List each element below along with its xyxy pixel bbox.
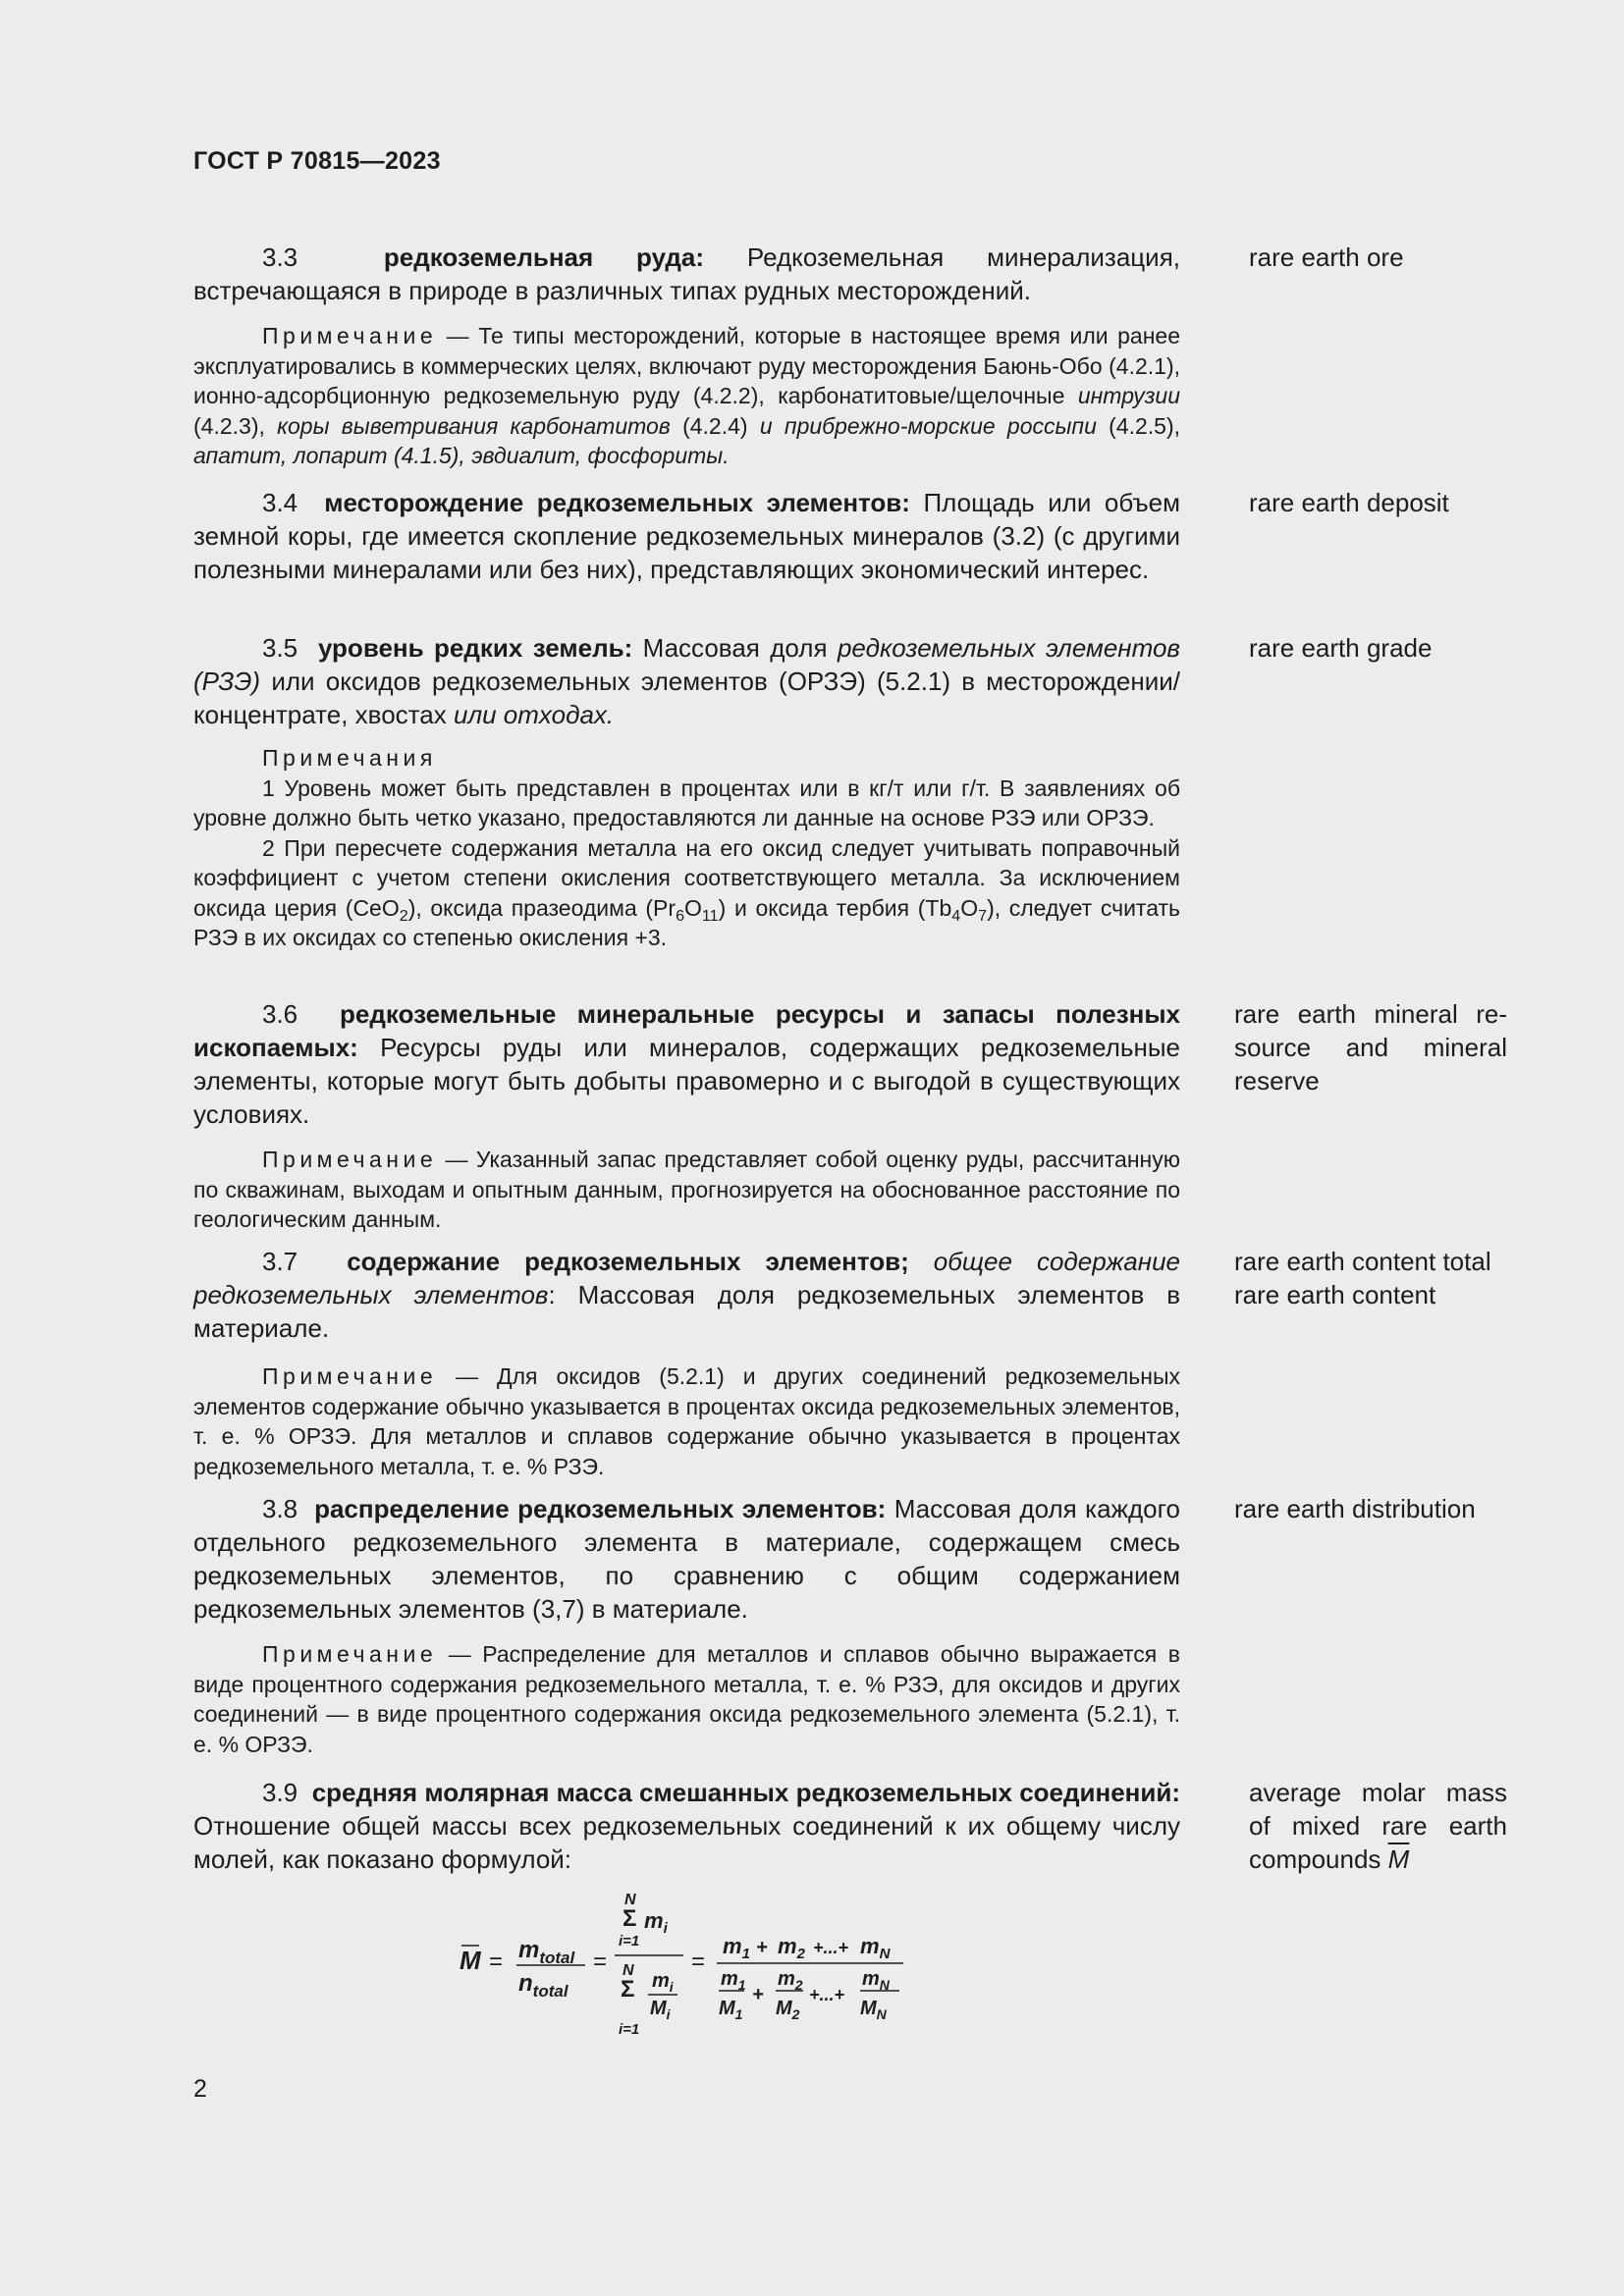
term-title: месторождение редкоземельных элементов: [324,488,910,517]
svg-text:N: N [624,1892,636,1908]
term-3-9: 3.9 средняя молярная масса смешанных редкоземельных соединений: Отношение общей массы всех редкоземельных соединений к их общему числу молей, как показано формулой: [193,1778,1180,1874]
svg-text:mtotal: $m_{total}$ [518,1937,575,1967]
term-en-3-9: average molar mass of mixed rare earth compounds $\overline{M}$ [1249,1778,1507,1874]
term-en-3-3: rare earth ore [1249,242,1404,272]
term-en-3-8: rare earth distribution [1234,1494,1476,1523]
svg-text:MN: $M_N$ [860,1998,887,2022]
formula-M: M [460,1946,481,1975]
svg-text:Mi: $M_i$ [650,1998,671,2022]
term-3-4: 3.4 месторождение редкоземельных элементов: Площадь или объем земной коры, где имеется скопление редкоземельных минералов (3.2) (с другими полезными минералами или без них), представляющих экономический интерес. [193,488,1181,584]
document-header: ГОСТ Р 70815—2023 [193,147,441,175]
svg-text:mi: $m_i$ [644,1908,668,1937]
svg-text:m2: $m_2$ [778,1968,803,1993]
svg-text:m1: $m_1$ [721,1968,746,1993]
term-en-3-6: rare earth mineral re- source and mineral reserve [1234,999,1507,1095]
term-title: содержание редкоземельных элементов; [347,1247,909,1276]
note-3-5: Примечания 1 Уровень может быть представлен в процентах или в кг/т или г/т. В заявлениях об уровне должно быть четко указано, предоставляются ли данные на основе РЗЭ или ОРЗЭ. 2 При пересчете содержания металла на его оксид следует учитывать поправочный коэффициент с учетом степени окисления соответствующего металла. За исключением оксида церия (CeO$_2$), оксида празеодима $(Pr_6O_{11})$ и оксида тербия $(Tb_4O_7)$, следует считать РЗЭ в их оксидах со степенью окисления +3. [193,745,1181,950]
term-title: редкоземельная руда: [383,242,705,272]
svg-text:m1: $m_1$ [723,1934,750,1962]
note-3-7: Примечание — Для оксидов (5.2.1) и других соединений редкоземельных элементов содержание обычно указывается в процентах оксида редкоземельных элементов, т. е. % ОРЗЭ. Для металлов и сплавов содержание обычно указывается в процентах редкоземельного металла, т. е. % РЗЭ. [193,1363,1180,1479]
svg-text:Σ: Σ [623,1905,637,1932]
molar-mass-symbol: $\overline{M}$ [1387,1844,1410,1874]
svg-text:i=1: i=1 [619,2021,640,2038]
term-title: средняя молярная масса смешанных редкоземельных соединений: [311,1778,1180,1807]
svg-text:+...+: +...+ [809,1985,845,2004]
svg-text:M1: $M_1$ [719,1998,743,2022]
svg-text:=: = [489,1949,504,1975]
note-3-8: Примечание — Распределение для металлов и сплавов обычно выражается в виде процентного содержания редкоземельного металла, т. е. % РЗЭ, для оксидов и других соединений — в виде процентного содержания оксида редкоземельного элемента (5.2.1), т. е. % ОРЗЭ. [193,1641,1180,1757]
svg-text:=: = [691,1949,706,1975]
svg-text:Σ: Σ [621,1976,635,2002]
term-en-3-7: rare earth content total rare earth content [1234,1247,1491,1309]
svg-text:N: N [623,1962,634,1979]
term-en-3-5: rare earth grade [1249,633,1433,663]
note-3-6: Примечание — Указанный запас представляет собой оценку руды, рассчитанную по скважинам, выходам и опытным данным, прогнозируется на обоснованное расстояние по геологическим данным. [193,1147,1181,1232]
term-en-3-4: rare earth deposit [1249,488,1449,517]
svg-text:mN: $m_N$ [862,1968,890,1993]
term-title: распределение редкоземельных элементов: [314,1494,887,1523]
term-3-6: 3.6 редкоземельные минеральные ресурсы и запасы полезных ископаемых: Ресурсы руды или минералов, содержащих редкоземельные элементы, которые могут быть добыты правомерно и с выгодой в существующих условиях. [193,999,1180,1129]
svg-text:+: + [752,1984,764,2005]
term-title: редкоземельные минеральные ресурсы и запасы полезных ископаемых: [193,999,1180,1062]
molar-mass-formula [393,1885,982,2042]
term-title: уровень редких земель: [317,633,633,663]
term-3-7: 3.7 содержание редкоземельных элементов; общее содержание редкоземельных элементов: Массовая доля редкоземельных элементов в материале. [193,1247,1181,1343]
term-3-3: 3.3 редкоземельная руда: Редкоземельная минерализация, встречающаяся в природе в различных типах рудных месторождений. [193,242,1180,305]
svg-text:M2: $M_2$ [776,1998,800,2022]
svg-text:=: = [593,1949,608,1975]
svg-text:mN: $m_N$ [860,1934,891,1962]
svg-text:i=1: i=1 [619,1933,640,1949]
note-3-3: Примечание — Те типы месторождений, которые в настоящее время или ранее эксплуатировались в коммерческих целях, включают руду месторождения Баюнь-Обо (4.2.1), ионно-адсорбционную редкоземельную руду (4.2.2), карбонатитовые/щелочные интрузии (4.2.3), коры выветривания карбонатитов (4.2.4) и прибрежно-морские россыпи (4.2.5), апатит, лопарит (4.1.5), эвдиалит, фосфориты. [193,323,1181,468]
svg-text:ntotal: $n_{total}$ [518,1970,568,2001]
svg-text:mi: $m_i$ [652,1970,674,1995]
svg-text:+...+: +...+ [813,1938,849,1957]
term-3-5: 3.5 уровень редких земель: Массовая доля редкоземельных элементов (РЗЭ) или оксидов редкоземельных элементов (ОРЗЭ) (5.2.1) в месторождении/концентрате, хвостах или отходах. [193,633,1181,729]
svg-text:+: + [756,1937,768,1958]
page-number: 2 [193,2075,207,2103]
svg-text:m2: $m_2$ [778,1934,805,1962]
term-3-8: 3.8 распределение редкоземельных элементов: Массовая доля каждого отдельного редкоземельного элемента в материале, содержащем смесь редкоземельных элементов, по сравнению с общим содержанием редкоземельных элементов (3,7) в материале. [193,1494,1180,1624]
